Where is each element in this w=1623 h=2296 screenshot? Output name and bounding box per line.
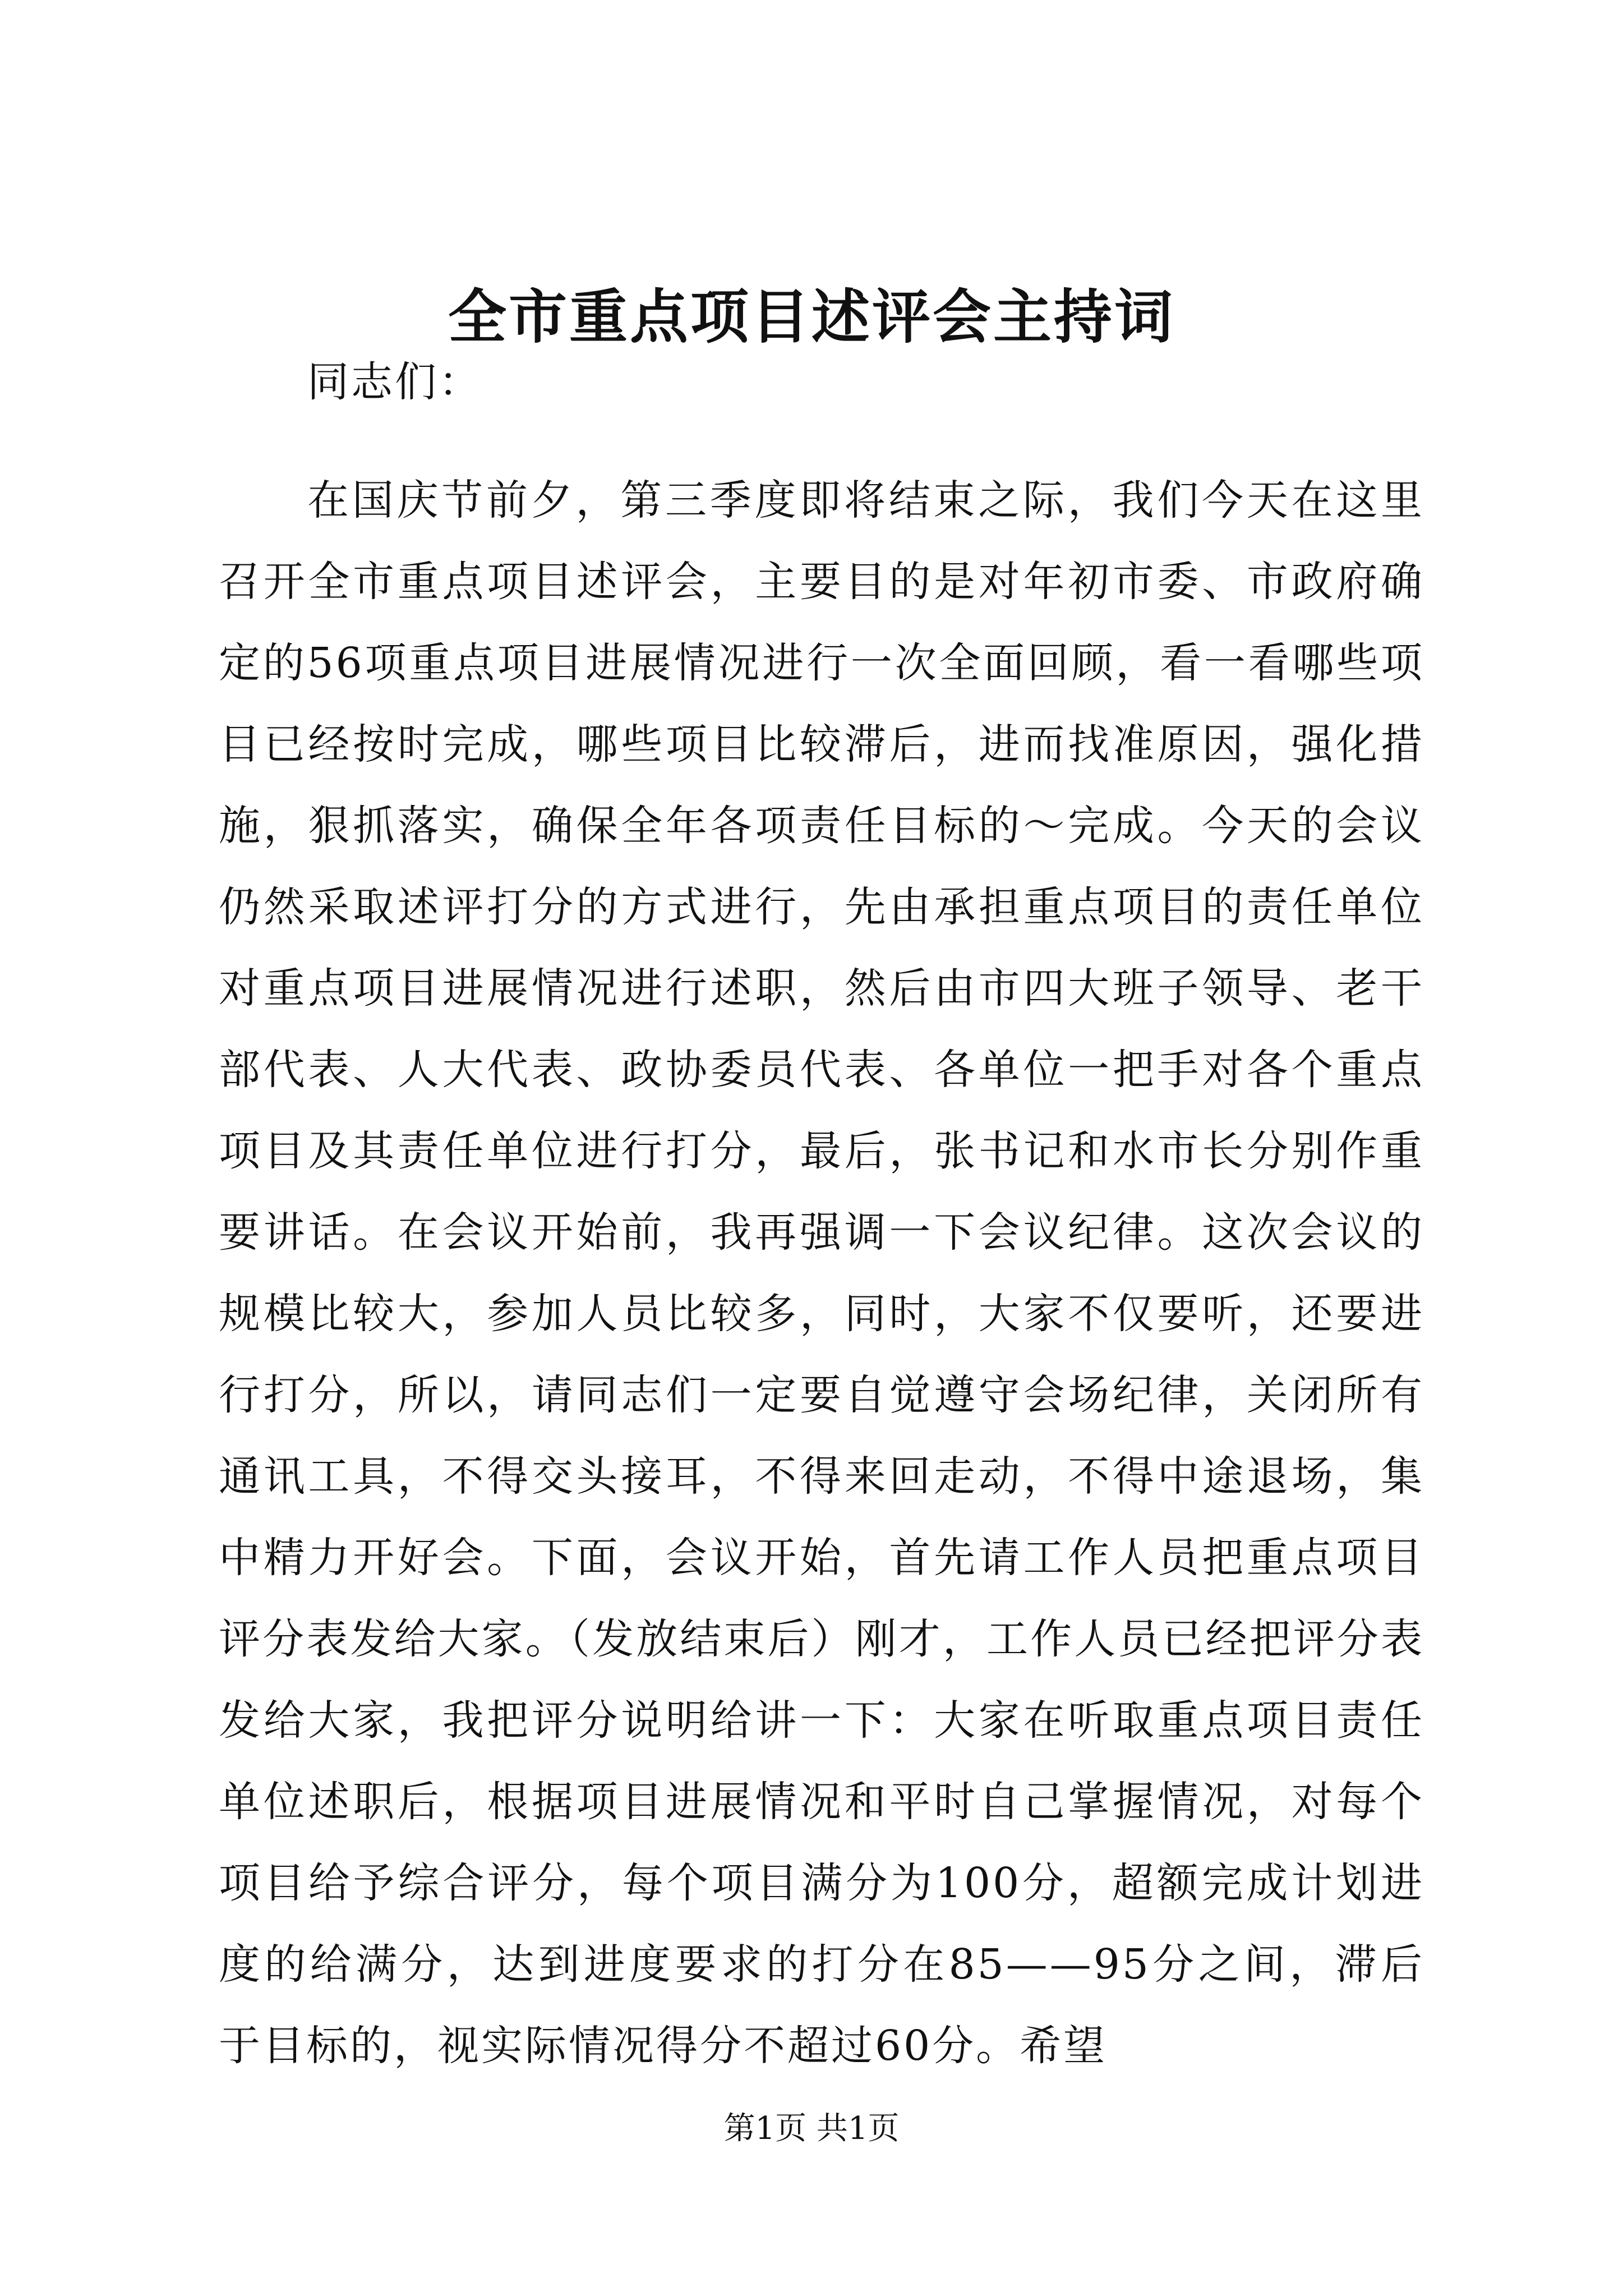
document-title: 全市重点项目述评会主持词 <box>448 282 1175 351</box>
body-paragraph: 在国庆节前夕，第三季度即将结束之际，我们今天在这里召开全市重点项目述评会，主要目的是对年初市委、市政府确定的56项重点项目进展情况进行一次全面回顾，看一看哪些项目已经按时完成，哪些项目比较滞后，进而找准原因，强化措施，狠抓落实，确保全年各项责任目标的～完成。今天的会议仍然采取述评打分的方式进行，先由承担重点项目的责任单位对重点项目进展情况进行述职，然后由市四大班子领导、老干部代表、人大代表、政协委员代表、各单位一把手对各个重点项目及其责任单位进行打分，最后，张书记和水市长分别作重要讲话。在会议开始前，我再强调一下会议纪律。这次会议的规模比较大，参加人员比较多，同时，大家不仅要听，还要进行打分，所以，请同志们一定要自觉遵守会场纪律，关闭所有通讯工具，不得交头接耳，不得来回走动，不得中途退场，集中精力开好会。下面，会议开始，首先请工作人员把重点项目评分表发给大家。（发放结束后）刚才，工作人员已经把评分表发给大家，我把评分说明给讲一下：大家在听取重点项目责任单位述职后，根据项目进展情况和平时自己掌握情况，对每个项目给予综合评分，每个项目满分为100分，超额完成计划进度的给满分，达到进度要求的打分在85——95分之间，滞后于目标的，视实际情况得分不超过60分。希望 <box>219 476 1424 2070</box>
salutation: 同志们： <box>307 358 482 406</box>
page-footer: 第1页 共1页 <box>723 2110 900 2147</box>
